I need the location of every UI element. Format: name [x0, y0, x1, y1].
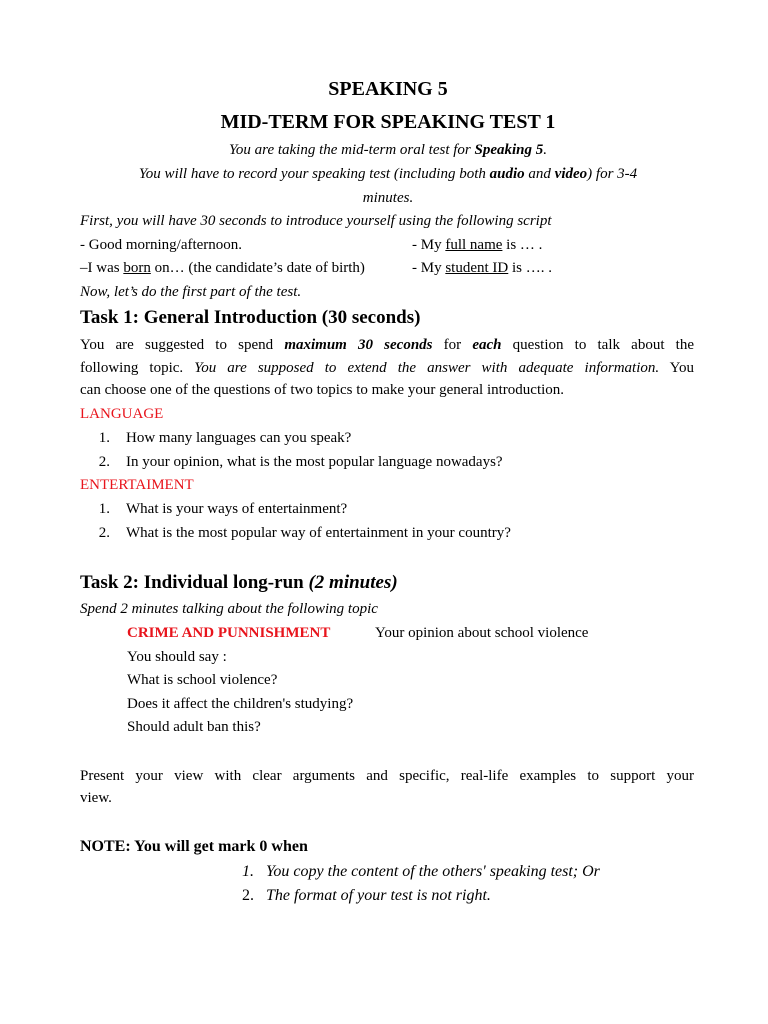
script-greeting: - Good morning/afternoon.: [80, 237, 243, 253]
list-item: 1. What is your ways of entertainment?: [98, 501, 348, 517]
note-item: 2. The format of your test is not right.: [242, 887, 491, 904]
task2-question: What is school violence?: [127, 672, 278, 688]
task1-paragraph-line-1: You are suggested to spend maximum 30 seconds for each question to talk about the: [80, 337, 694, 353]
list-item: 2. What is the most popular way of entertainment in your country?: [98, 525, 511, 541]
topic-language-title: LANGUAGE: [80, 406, 164, 422]
intro-line-3: minutes.: [362, 190, 414, 206]
script-student-id: - My student ID is …. .: [412, 260, 553, 276]
task1-heading: Task 1: General Introduction (30 seconds): [80, 307, 421, 328]
script-birth: –I was born on… (the candidate’s date of birth): [80, 260, 365, 276]
task2-should-say: You should say :: [127, 649, 227, 665]
task2-question: Should adult ban this?: [127, 719, 261, 735]
task2-present-line-2: view.: [80, 790, 112, 806]
script-now-line: Now, let’s do the first part of the test.: [80, 284, 302, 300]
list-item: 2. In your opinion, what is the most popular language nowadays?: [98, 454, 503, 470]
task2-topic-title: CRIME AND PUNNISHMENT: [127, 625, 331, 641]
task2-topic-description: Your opinion about school violence: [375, 625, 589, 641]
document-subtitle: MID-TERM FOR SPEAKING TEST 1: [220, 111, 556, 133]
intro-line-1: You are taking the mid-term oral test for Speaking 5.: [228, 142, 548, 158]
note-item: 1. You copy the content of the others' speaking test; Or: [242, 863, 600, 880]
task2-heading: Task 2: Individual long-run (2 minutes): [80, 572, 398, 593]
task1-paragraph-line-3: can choose one of the questions of two topics to make your general introduction.: [80, 382, 565, 398]
intro-line-4: First, you will have 30 seconds to introduce yourself using the following script: [80, 213, 552, 229]
list-item: 1. How many languages can you speak?: [98, 430, 352, 446]
note-heading: NOTE: You will get mark 0 when: [80, 838, 308, 855]
script-full-name: - My full name is … .: [412, 237, 543, 253]
task2-present-line-1: Present your view with clear arguments and specific, real-life examples to support your: [80, 768, 694, 784]
task1-paragraph-line-2: following topic. You are supposed to extend the answer with adequate information. You: [80, 360, 694, 376]
task2-question: Does it affect the children's studying?: [127, 696, 354, 712]
topic-entertainment-title: ENTERTAIMENT: [80, 477, 194, 493]
task2-spend-line: Spend 2 minutes talking about the following topic: [80, 601, 378, 617]
intro-line-2: You will have to record your speaking test (including both audio and video) for 3-4: [138, 166, 638, 182]
document-title: SPEAKING 5: [328, 78, 448, 100]
